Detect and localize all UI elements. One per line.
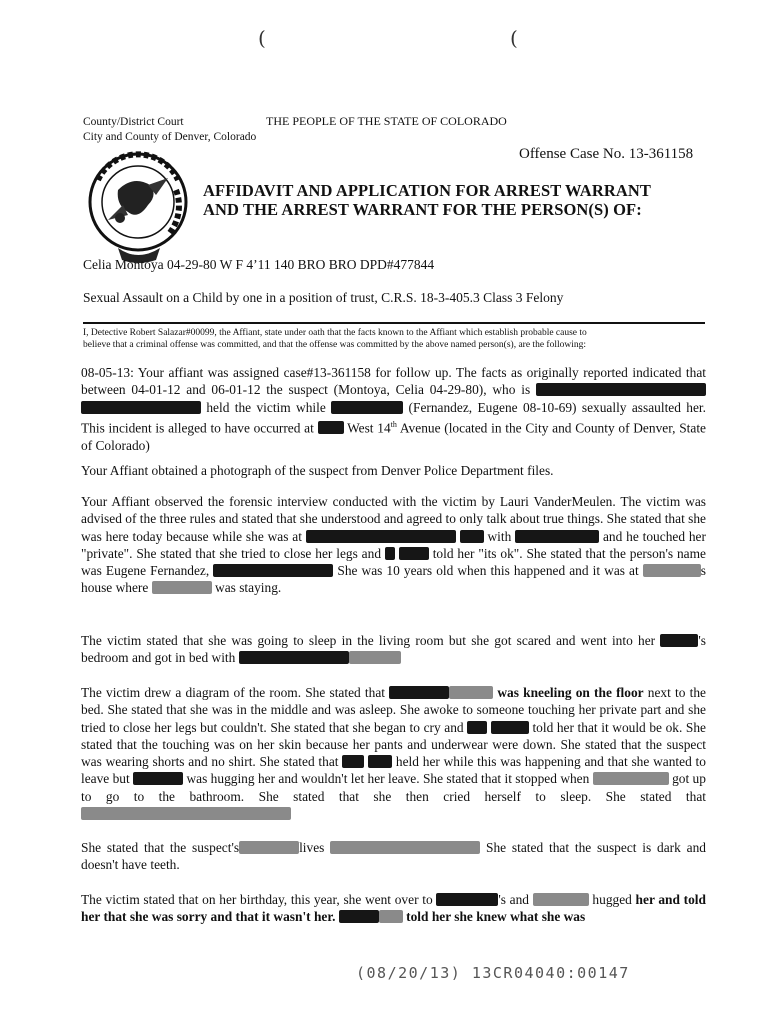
redaction [318, 421, 344, 434]
affiant-statement [83, 327, 708, 351]
suspect-line: Celia Montoya 04-29-80 W F 4’11 140 BRO BRO DPD#477844 [83, 257, 435, 272]
footer-stamp: (08/20/13) 13CR04040:00147 [356, 964, 630, 982]
redaction [339, 910, 379, 923]
paragraph-3: Your Affiant observed the forensic interview conducted with the victim by Lauri VanderMeulen. The victim was advised of the three rules and stated that she understood and agreed to only talk about true things. She stated that she was here today because while she was at with and he touched her "private". She stated that she tried to close her legs and told her "its ok". She stated that the person's name was Eugene Fernandez, She was 10 years old when this happened and it was at s house where was staying. [81, 494, 706, 596]
redaction [239, 841, 299, 854]
redaction [460, 530, 484, 543]
offense-case-number: Offense Case No. 13-361158 [519, 146, 694, 162]
redaction [533, 893, 589, 906]
pen-mark-left: ( [258, 26, 266, 50]
people-of-state: THE PEOPLE OF THE STATE OF COLORADO [266, 114, 507, 128]
divider [83, 322, 705, 324]
redaction [491, 721, 529, 734]
redaction [379, 910, 403, 923]
redaction [306, 530, 456, 543]
redaction [342, 755, 364, 768]
title-line-2: AND THE ARREST WARRANT FOR THE PERSON(S) OF: [203, 200, 642, 219]
redaction [330, 841, 480, 854]
paragraph-7: The victim stated that on her birthday, this year, she went over to 's and hugged her and told her that she was sorry and that it wasn't her. told her she knew what she was [81, 892, 706, 925]
redaction [399, 547, 429, 560]
redaction [449, 686, 493, 699]
paragraph-4: The victim stated that she was going to sleep in the living room but she got scared and went into her 's bedroom and got in bed with [81, 633, 706, 666]
redaction [133, 772, 183, 785]
paragraph-5: The victim drew a diagram of the room. She stated that was kneeling on the floor next to the bed. She stated that she was in the middle and was asleep. She awoke to someone touching her private part and she tried to close her legs but couldn't. She stated that she began to cry and told her that it would be ok. She stated that the touching was on her skin because her pants and underwear were down. She stated that the suspect was wearing shorts and no shirt. She stated that held her while this was happening and that she wanted to leave but was hugging her and wouldn't let her leave. She stated that it stopped when got up to go to the bathroom. She stated that she then cried herself to sleep. She stated that [81, 684, 706, 822]
redaction [660, 634, 698, 647]
redaction [368, 755, 392, 768]
redaction [213, 564, 333, 577]
redaction [152, 581, 212, 594]
redaction [467, 721, 487, 734]
denver-seal-icon [78, 150, 200, 268]
redaction [643, 564, 701, 577]
title-line-1: AFFIDAVIT AND APPLICATION FOR ARREST WARRANT [203, 181, 651, 200]
redaction [81, 401, 201, 414]
charge-line: Sexual Assault on a Child by one in a position of trust, C.R.S. 18-3-405.3 Class 3 Felony [83, 290, 564, 305]
affiant-line-2: believe that a criminal offense was committed, and that the offense was committed by the above named person(s), are the following: [83, 340, 586, 350]
pen-mark-right: ( [510, 26, 518, 50]
redaction [593, 772, 669, 785]
paragraph-2: Your Affiant obtained a photograph of the suspect from Denver Police Department files. [81, 463, 554, 478]
redaction [239, 651, 349, 664]
document-title [203, 181, 651, 219]
redaction [515, 530, 599, 543]
redaction [81, 807, 291, 820]
court-header [83, 115, 256, 145]
court-location: City and County of Denver, Colorado [83, 131, 257, 143]
redaction [536, 383, 706, 396]
redaction [436, 893, 498, 906]
redaction [385, 547, 395, 560]
paragraph-6: She stated that the suspect's lives She stated that the suspect is dark and doesn't have teeth. [81, 840, 706, 873]
redaction [349, 651, 401, 664]
court-name: County/District Court [83, 116, 184, 128]
affiant-line-1: I, Detective Robert Salazar#00099, the Affiant, state under oath that the facts known to the Affiant which establish probable cause to [83, 328, 587, 338]
redaction [331, 401, 403, 414]
redaction [389, 686, 449, 699]
paragraph-1: 08-05-13: Your affiant was assigned case#13-361158 for follow up. The facts as originally reported indicated that between 04-01-12 and 06-01-12 the suspect (Montoya, Celia 04-29-80), who is held the victim while (Fernandez, Eugene 08-10-69) sexually assaulted her. This incident is alleged to have occurred at West 14th Avenue (located in the City and County of Denver, State of Colorado) [81, 365, 706, 453]
